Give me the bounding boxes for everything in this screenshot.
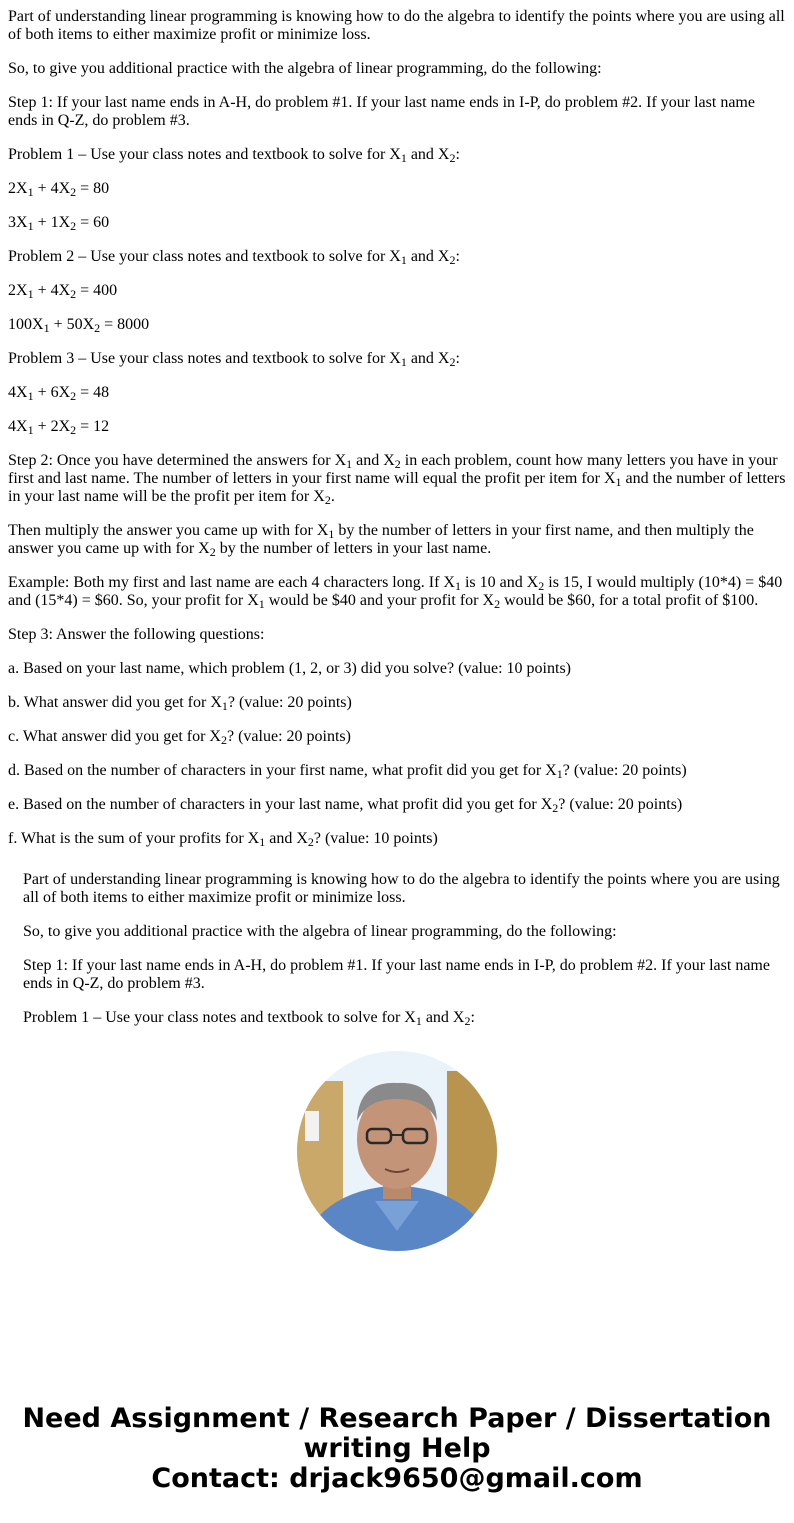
step1-paragraph: Step 1: If your last name ends in A-H, do problem #1. If your last name ends in I-P, do problem #2. If your last name ends in Q-Z, do problem #3. bbox=[8, 94, 755, 129]
question-e: e. Based on the number of characters in your last name, what profit did you get for $X_2$? (value: 20 points) bbox=[8, 796, 683, 815]
repeat-step1-paragraph: Step 1: If your last name ends in A-H, do problem #1. If your last name ends in I-P, do problem #2. If your last name ends in Q-Z, do problem #3. bbox=[23, 957, 770, 992]
question-c: c. What answer did you get for $X_2$? (value: 20 points) bbox=[8, 728, 351, 747]
question-b: b. What answer did you get for $X_1$? (value: 20 points) bbox=[8, 694, 352, 713]
problem2-equation2: $100X_1 + 50X_2 = 8000$ bbox=[8, 316, 150, 335]
promo-banner bbox=[0, 1404, 794, 1494]
problem3-equation2: $4X_1 + 2X_2 = 12$ bbox=[8, 418, 110, 437]
repeat-practice-paragraph: So, to give you additional practice with the algebra of linear programming, do the following: bbox=[23, 923, 617, 940]
step3-paragraph: Step 3: Answer the following questions: bbox=[8, 626, 265, 643]
repeat-intro-paragraph: Part of understanding linear programming is knowing how to do the algebra to identify the points where you are using all of both items to either maximize profit or minimize loss. bbox=[23, 871, 780, 906]
author-portrait-graphic bbox=[297, 1051, 497, 1251]
problem1-equation1: $2X_1 + 4X_2 = 80$ bbox=[8, 180, 110, 199]
problem3-equation1: $4X_1 + 6X_2 = 48$ bbox=[8, 384, 110, 403]
promo-contact-line: Contact: drjack9650@gmail.com bbox=[151, 1463, 643, 1494]
multiply-paragraph: Then multiply the answer you came up with for $X_1$ by the number of letters in your first name, and then multiply the answer you came up with for $X_2$ by the number of letters in your last name. bbox=[8, 522, 754, 559]
repeated-excerpt bbox=[0, 871, 794, 1027]
problem1-equation2: $3X_1 + 1X_2 = 60$ bbox=[8, 214, 110, 233]
problem1-heading: Problem 1 – Use your class notes and textbook to solve for $X_1$ and $X_2$: bbox=[8, 146, 460, 165]
question-f: f. What is the sum of your profits for $X_1$ and $X_2$? (value: 10 points) bbox=[8, 830, 438, 849]
step2-paragraph: Step 2: Once you have determined the answers for $X_1$ and $X_2$ in each problem, count how many letters you have in your first and last name. The number of letters in your first name will equal the profit per item for $X_1$ and the number of letters in your last name will be the profit per item for $X_2$. bbox=[8, 452, 786, 507]
promo-line-1: Need Assignment / Research Paper / Dissertation bbox=[22, 1403, 772, 1434]
example-paragraph: Example: Both my first and last name are each 4 characters long. If $X_1$ is 10 and $X_2$ is 15, I would multiply (10*4) = $40 and (15*4) = $60. So, your profit for $X_1$ would be $40 and your profit for $X_2$ would be $60, for a total profit of $100. bbox=[8, 574, 783, 611]
question-a: a. Based on your last name, which problem (1, 2, or 3) did you solve? (value: 10 points) bbox=[8, 660, 571, 677]
promo-line-2: writing Help bbox=[303, 1433, 491, 1464]
repeat-problem1-heading: Problem 1 – Use your class notes and textbook to solve for $X_1$ and $X_2$: bbox=[23, 1009, 475, 1028]
practice-paragraph: So, to give you additional practice with the algebra of linear programming, do the following: bbox=[8, 60, 602, 77]
author-photo-container bbox=[0, 1051, 794, 1251]
author-avatar bbox=[297, 1051, 497, 1251]
intro-paragraph: Part of understanding linear programming is knowing how to do the algebra to identify the points where you are using all of both items to either maximize profit or minimize loss. bbox=[8, 8, 785, 43]
question-d: d. Based on the number of characters in your first name, what profit did you get for $X_1$? (value: 20 points) bbox=[8, 762, 687, 781]
problem3-heading: Problem 3 – Use your class notes and textbook to solve for $X_1$ and $X_2$: bbox=[8, 350, 460, 369]
problem2-heading: Problem 2 – Use your class notes and textbook to solve for $X_1$ and $X_2$: bbox=[8, 248, 460, 267]
problem2-equation1: $2X_1 + 4X_2 = 400$ bbox=[8, 282, 118, 301]
